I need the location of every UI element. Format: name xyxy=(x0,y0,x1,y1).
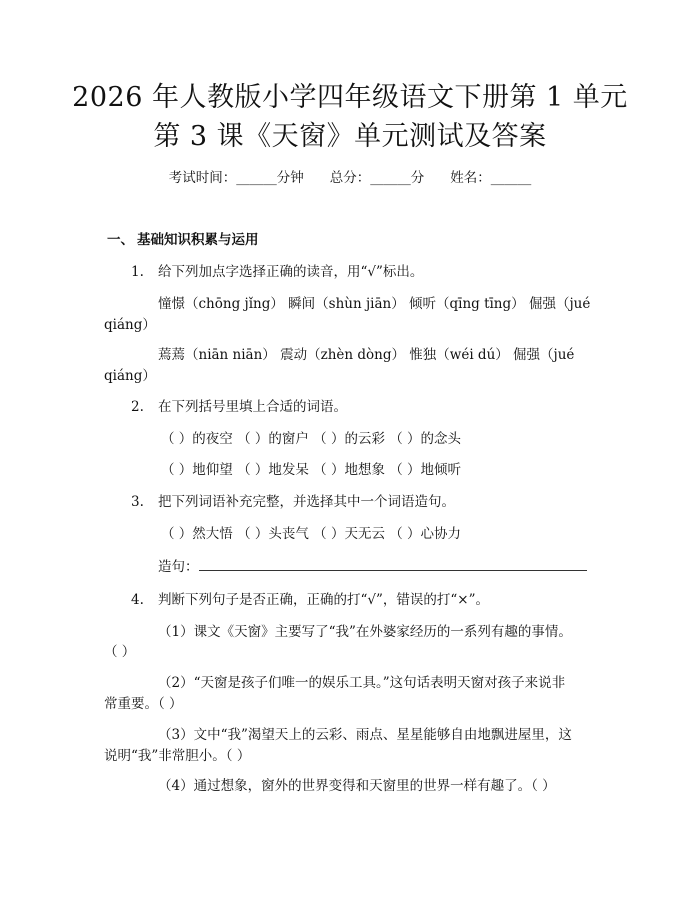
statement-3-wrap: 说明“我”非常胆小。（ ） xyxy=(104,748,251,764)
question-2-number: 2. xyxy=(131,399,144,415)
question-4-stem: 判断下列句子是否正确，正确的打“√”，错误的打“×”。 xyxy=(158,592,490,608)
question-1-number: 1. xyxy=(131,264,144,280)
question-1-row-1: 憧憬（chōng jǐng） 瞬间（shùn jiān） 倾听（qīng tīng） 倔强（jué xyxy=(158,296,591,312)
question-2-row-2: （ ）地仰望 （ ）地发呆 （ ）地想象 （ ）地倾听 xyxy=(161,462,462,478)
section-number: 一、 xyxy=(107,232,134,248)
sentence-answer-line xyxy=(199,556,587,571)
exam-meta xyxy=(0,169,700,187)
section-heading xyxy=(107,231,259,249)
question-3-sentence xyxy=(158,556,587,576)
statement-3: （3）文中“我”渴望天上的云彩、雨点、星星能够自由地飘进屋里，这 xyxy=(158,727,572,743)
document-title-line-2: 第 3 课《天窗》单元测试及答案 xyxy=(153,121,547,152)
question-1-row-1-wrap: qiáng） xyxy=(104,317,156,333)
question-1-stem: 给下列加点字选择正确的读音，用“√”标出。 xyxy=(158,264,424,280)
sentence-label: 造句： xyxy=(158,559,199,575)
question-3-row-1: （ ）然大悟 （ ）头丧气 （ ）天无云 （ ）心协力 xyxy=(161,526,462,542)
total-score-field: 总分：______分 xyxy=(329,170,425,186)
question-1-row-2: 蔫蔫（niān niān） 震动（zhèn dòng） 惟独（wéi dú） 倔强（jué xyxy=(158,347,575,363)
section-title: 基础知识积累与运用 xyxy=(137,232,259,248)
question-3-number: 3. xyxy=(131,494,144,510)
question-4-number: 4. xyxy=(131,592,144,608)
document-title-line-1: 2026 年人教版小学四年级语文下册第 1 单元 xyxy=(72,82,628,113)
question-2-stem: 在下列括号里填上合适的词语。 xyxy=(158,399,347,415)
exam-time-field: 考试时间：______分钟 xyxy=(168,170,304,186)
question-1-row-2-wrap: qiáng） xyxy=(104,368,156,384)
question-2-row-1: （ ）的夜空 （ ）的窗户 （ ）的云彩 （ ）的念头 xyxy=(161,431,462,447)
statement-1-wrap: （ ） xyxy=(104,644,136,660)
statement-2-wrap: 常重要。（ ） xyxy=(104,696,183,712)
student-name-field: 姓名：______ xyxy=(450,170,532,186)
statement-2: （2）“天窗是孩子们唯一的娱乐工具。”这句话表明天窗对孩子来说非 xyxy=(158,675,566,691)
statement-4: （4）通过想象，窗外的世界变得和天窗里的世界一样有趣了。（ ） xyxy=(158,778,556,794)
statement-1: （1）课文《天窗》主要写了“我”在外婆家经历的一系列有趣的事情。 xyxy=(158,624,572,640)
question-3-stem: 把下列词语补充完整，并选择其中一个词语造句。 xyxy=(158,494,455,510)
